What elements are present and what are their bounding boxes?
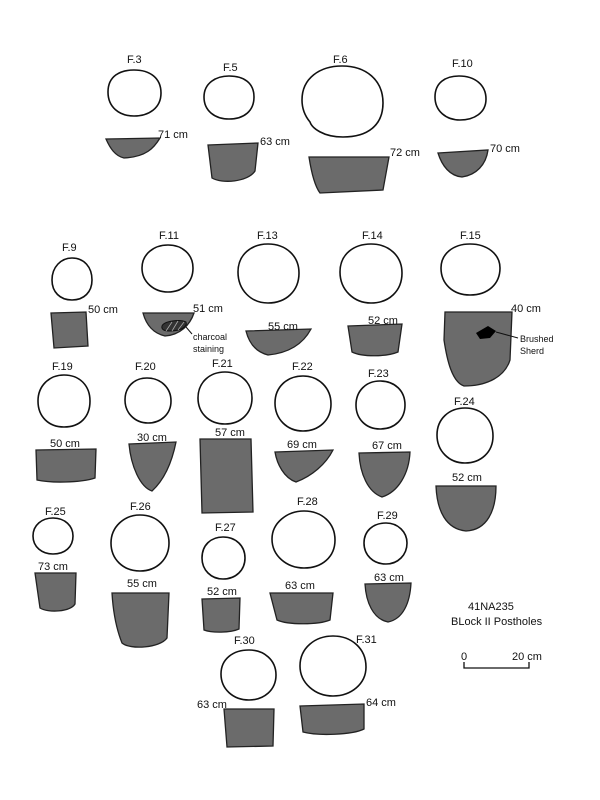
feature-f5 — [204, 62, 290, 181]
depth-label: 67 cm — [372, 440, 402, 452]
profile-section — [436, 486, 496, 531]
feature-label: F.30 — [234, 635, 255, 647]
depth-label: 52 cm — [207, 586, 237, 598]
plan-view — [275, 376, 331, 431]
plan-view — [441, 244, 500, 295]
feature-label: F.26 — [130, 501, 151, 513]
profile-section — [200, 439, 253, 513]
depth-label: 63 cm — [374, 572, 404, 584]
feature-label: F.29 — [377, 510, 398, 522]
feature-f10 — [435, 58, 520, 177]
plan-view — [272, 511, 335, 568]
feature-f19 — [36, 361, 96, 482]
plan-view — [437, 408, 493, 463]
feature-f24 — [436, 396, 496, 531]
profile-section — [208, 143, 258, 181]
profile-section — [129, 442, 176, 491]
profile-section — [36, 449, 96, 482]
feature-label: F.21 — [212, 358, 233, 370]
feature-f9 — [51, 242, 118, 348]
scale-end-label: 20 cm — [512, 651, 542, 663]
feature-f13 — [238, 230, 311, 355]
feature-f22 — [275, 361, 333, 482]
plan-view — [38, 375, 90, 427]
site-number: 41NA235 — [468, 601, 514, 613]
depth-label: 51 cm — [193, 303, 223, 315]
plan-view — [33, 518, 73, 554]
depth-label: 72 cm — [390, 147, 420, 159]
depth-label: 73 cm — [38, 561, 68, 573]
profile-section — [444, 312, 512, 386]
feature-label: F.20 — [135, 361, 156, 373]
site-subtitle: BLock II Postholes — [451, 616, 543, 628]
charcoal-annotation-line1: charcoal — [193, 332, 228, 342]
plan-view — [364, 523, 407, 564]
feature-label: F.11 — [159, 230, 179, 242]
profile-section — [359, 452, 410, 497]
depth-label: 50 cm — [88, 304, 118, 316]
depth-label: 40 cm — [511, 303, 541, 315]
scale-bar — [461, 651, 542, 668]
depth-label: 69 cm — [287, 439, 317, 451]
feature-label: F.6 — [333, 54, 348, 66]
feature-f15 — [441, 230, 554, 386]
depth-label: 57 cm — [215, 427, 245, 439]
plan-view — [111, 515, 169, 571]
feature-label: F.5 — [223, 62, 238, 74]
feature-f30 — [197, 635, 276, 747]
profile-section — [309, 157, 389, 193]
site-title-block — [451, 601, 543, 628]
profile-section — [112, 593, 169, 647]
feature-label: F.19 — [52, 361, 73, 373]
feature-label: F.25 — [45, 506, 66, 518]
feature-label: F.24 — [454, 396, 475, 408]
plan-view — [52, 258, 92, 300]
depth-label: 50 cm — [50, 438, 80, 450]
sherd-annotation-line1: Brushed — [520, 334, 554, 344]
feature-f28 — [270, 496, 335, 624]
charcoal-annotation-line2: staining — [193, 344, 225, 354]
plan-view — [340, 244, 402, 303]
depth-label: 70 cm — [490, 143, 520, 155]
feature-f3 — [106, 54, 188, 158]
feature-f26 — [111, 501, 169, 647]
profile-section — [106, 138, 160, 158]
depth-label: 55 cm — [268, 321, 298, 333]
plan-view — [356, 381, 405, 429]
feature-label: F.9 — [62, 242, 77, 254]
profile-section — [348, 324, 402, 356]
plan-view — [202, 537, 245, 579]
plan-view — [125, 378, 171, 423]
feature-label: F.13 — [257, 230, 278, 242]
feature-label: F.10 — [452, 58, 473, 70]
depth-label: 52 cm — [452, 472, 482, 484]
feature-label: F.3 — [127, 54, 142, 66]
scale-start-label: 0 — [461, 651, 468, 663]
feature-f25 — [33, 506, 76, 611]
plan-view — [238, 244, 299, 303]
depth-label: 63 cm — [197, 699, 227, 711]
feature-label: F.22 — [292, 361, 313, 373]
feature-f27 — [202, 522, 245, 632]
feature-f29 — [364, 510, 411, 622]
profile-section — [224, 709, 274, 747]
feature-f11 — [142, 230, 227, 354]
plan-view — [142, 245, 193, 292]
feature-f23 — [356, 368, 410, 497]
plan-view — [221, 650, 276, 700]
plan-view — [204, 76, 254, 119]
feature-f6 — [302, 54, 420, 193]
plan-view — [435, 76, 486, 120]
profile-section — [51, 312, 88, 348]
profile-section — [365, 583, 411, 622]
feature-f31 — [300, 634, 396, 734]
profile-section — [202, 598, 240, 632]
profile-section — [300, 704, 364, 734]
feature-f14 — [340, 230, 402, 356]
depth-label: 64 cm — [366, 697, 396, 709]
sherd-annotation-line2: Sherd — [520, 346, 545, 356]
profile-section — [275, 450, 333, 482]
plan-view — [300, 636, 366, 696]
depth-label: 63 cm — [285, 580, 315, 592]
depth-label: 55 cm — [127, 578, 157, 590]
feature-f20 — [125, 361, 176, 491]
profile-section — [270, 593, 333, 624]
plan-view — [198, 372, 252, 424]
profile-section — [438, 150, 488, 177]
plan-view — [108, 70, 161, 116]
depth-label: 52 cm — [368, 315, 398, 327]
depth-label: 63 cm — [260, 136, 290, 148]
feature-f21 — [198, 358, 253, 513]
feature-label: F.28 — [297, 496, 318, 508]
feature-label: F.31 — [356, 634, 377, 646]
plan-view — [302, 66, 383, 137]
depth-label: 71 cm — [158, 129, 188, 141]
depth-label: 30 cm — [137, 432, 167, 444]
feature-label: F.14 — [362, 230, 383, 242]
feature-label: F.27 — [215, 522, 236, 534]
feature-label: F.23 — [368, 368, 389, 380]
profile-section — [35, 573, 76, 611]
feature-label: F.15 — [460, 230, 481, 242]
